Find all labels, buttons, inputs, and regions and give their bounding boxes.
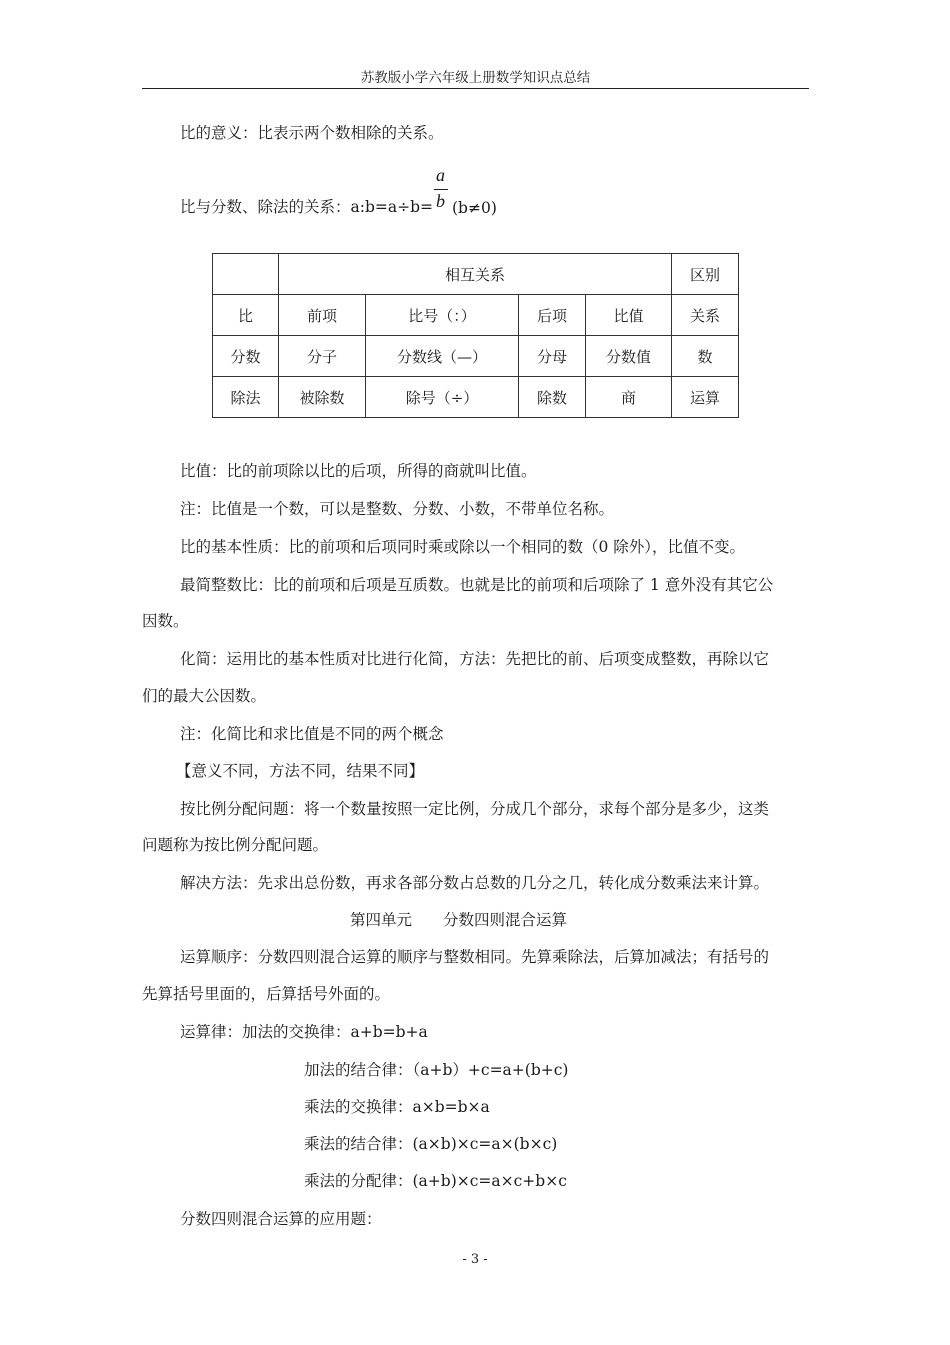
simplest-ratio-line2: 因数。 [142, 612, 189, 630]
table-cell: 分母 [519, 336, 586, 377]
operation-laws-intro: 运算律：加法的交换律：a+b=b+a [180, 1023, 428, 1041]
table-header-row [213, 254, 739, 295]
table-cell: 被除数 [279, 377, 366, 418]
table-cell: 比 [213, 295, 279, 336]
fraction-a-over-b [434, 165, 448, 221]
table-row [213, 295, 739, 336]
page-header: 苏教版小学六年级上册数学知识点总结 [360, 70, 591, 86]
law-addition-associative: 加法的结合律：（a+b）+c=a+(b+c) [304, 1061, 569, 1079]
table-row [213, 336, 739, 377]
table-header-difference: 区别 [672, 254, 739, 295]
law-multiplication-associative: 乘法的结合律：(a×b)×c=a×(b×c) [304, 1135, 558, 1153]
table-cell: 比号（：） [366, 295, 519, 336]
simplify-note: 注：化简比和求比值是不同的两个概念 [180, 725, 444, 743]
table-cell: 除号（÷） [366, 377, 519, 418]
simplest-ratio-line1: 最简整数比：比的前项和后项是互质数。也就是比的前项和后项除了 1 意外没有其它公 [180, 576, 774, 594]
table-cell: 数 [672, 336, 739, 377]
section-title: 第四单元 分数四则混合运算 [350, 911, 568, 929]
proportional-distribution-line1: 按比例分配问题：将一个数量按照一定比例，分成几个部分，求每个部分是多少，这类 [180, 800, 770, 818]
table-cell: 关系 [672, 295, 739, 336]
ratio-relation-text: 比与分数、除法的关系：a:b=a÷b= [180, 198, 434, 216]
table-cell: 比值 [586, 295, 672, 336]
table-row [213, 377, 739, 418]
proportional-distribution-line2: 问题称为按比例分配问题。 [142, 836, 329, 854]
solution-method: 解决方法：先求出总份数，再求各部分数占总数的几分之几，转化成分数乘法来计算。 [180, 874, 770, 892]
table-header-relation: 相互关系 [279, 254, 672, 295]
operation-order-line1: 运算顺序：分数四则混合运算的顺序与整数相同。先算乘除法，后算加减法；有括号的 [180, 948, 770, 966]
table-cell: 前项 [279, 295, 366, 336]
table-cell: 分子 [279, 336, 366, 377]
table-cell: 商 [586, 377, 672, 418]
table-cell: 除数 [519, 377, 586, 418]
table-cell: 分数线（—） [366, 336, 519, 377]
ratio-meaning: 比的意义：比表示两个数相除的关系。 [180, 124, 444, 142]
ratio-value-definition: 比值：比的前项除以比的后项，所得的商就叫比值。 [180, 462, 537, 480]
table-cell: 运算 [672, 377, 739, 418]
simplify-line2: 们的最大公因数。 [142, 687, 267, 705]
relation-table [212, 253, 739, 418]
fraction-numerator: a [436, 165, 445, 185]
ratio-value-note: 注：比值是一个数，可以是整数、分数、小数，不带单位名称。 [180, 500, 615, 518]
law-multiplication-distributive: 乘法的分配律：(a+b)×c=a×c+b×c [304, 1172, 567, 1190]
ratio-basic-property: 比的基本性质：比的前项和后项同时乘或除以一个相同的数（0 除外），比值不变。 [180, 538, 746, 556]
simplify-line1: 化简：运用比的基本性质对比进行化简，方法：先把比的前、后项变成整数，再除以它 [180, 650, 770, 668]
table-cell: 分数 [213, 336, 279, 377]
simplify-note-bracket: 【意义不同，方法不同，结果不同】 [176, 762, 425, 780]
header-divider [142, 88, 809, 89]
law-multiplication-commutative: 乘法的交换律：a×b=b×a [304, 1098, 490, 1116]
fraction-denominator: b [436, 191, 445, 211]
operation-order-line2: 先算括号里面的，后算括号外面的。 [142, 985, 391, 1003]
fraction-bar [434, 189, 448, 190]
table-cell: 分数值 [586, 336, 672, 377]
table-corner-cell [213, 254, 279, 295]
page-number: - 3 - [462, 1252, 488, 1267]
applications-heading: 分数四则混合运算的应用题： [180, 1210, 382, 1228]
table-cell: 后项 [519, 295, 586, 336]
ratio-relation-condition: (b≠0) [452, 199, 497, 217]
table-cell: 除法 [213, 377, 279, 418]
